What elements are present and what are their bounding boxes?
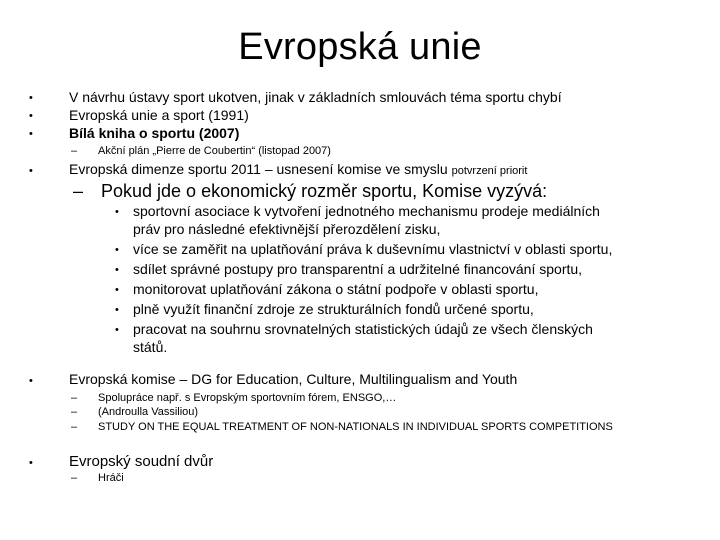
sub-text-vassiliou: (Androulla Vassiliou) — [98, 406, 199, 418]
bullet-icon: • — [29, 375, 33, 387]
bullet-icon: • — [115, 284, 119, 296]
bullet-text-eu-sport: Evropská unie a sport (1991) — [69, 107, 249, 123]
bullet-icon: • — [29, 128, 33, 140]
bullet-icon: • — [29, 110, 33, 122]
bullet-icon: • — [115, 304, 119, 316]
dash-icon: – — [71, 472, 78, 484]
list-item: sportovní asociace k vytvoření jednotného mechanismu prodeje mediálních — [133, 203, 600, 219]
dash-icon: – — [71, 421, 78, 433]
bullet-icon: • — [29, 165, 33, 177]
dash-icon: – — [71, 145, 78, 157]
list-item: pracovat na souhrnu srovnatelných statistických údajů ze všech členských — [133, 321, 593, 337]
bullet-text-bila-kniha: Bílá kniha o sportu (2007) — [69, 125, 240, 141]
bullet-text-evropska-komise: Evropská komise – DG for Education, Culture, Multilingualism and Youth — [69, 371, 518, 387]
list-item: více se zaměřit na uplatňování práva k duševnímu vlastnictví v oblasti sportu, — [133, 241, 613, 257]
sub-text-akcni-plan: Akční plán „Pierre de Coubertin“ (listopad 2007) — [98, 145, 331, 157]
bullet-icon: • — [29, 92, 33, 104]
bullet-icon: • — [29, 457, 33, 469]
dash-icon: – — [71, 392, 78, 404]
sub-text-study: STUDY ON THE EQUAL TREATMENT OF NON-NATIONALS IN INDIVIDUAL SPORTS COMPETITIONS — [98, 421, 613, 433]
list-item-continuation: práv pro následné efektivnější přerozdělení zisku, — [133, 221, 441, 237]
list-item: plně využít finanční zdroje ze strukturálních fondů určené sportu, — [133, 301, 534, 317]
dash-icon: – — [71, 406, 78, 418]
bullet-icon: • — [115, 324, 119, 336]
bullet-text-dimenze — [69, 161, 527, 177]
dimenze-main: Evropská dimenze sportu 2011 – usnesení komise ve smyslu — [69, 161, 448, 177]
bullet-icon: • — [115, 244, 119, 256]
bullet-text-ustava: V návrhu ústavy sport ukotven, jinak v základních smlouvách téma sportu chybí — [69, 89, 562, 105]
slide-title: Evropská unie — [238, 26, 482, 68]
sub-heading-komise-vyzyva: Pokud jde o ekonomický rozměr sportu, Komise vyzývá: — [101, 181, 548, 201]
dimenze-small: potvrzení priorit — [451, 165, 528, 177]
bullet-icon: • — [115, 206, 119, 218]
list-item: monitorovat uplatňování zákona o státní podpoře v oblasti sportu, — [133, 281, 539, 297]
dash-icon: – — [73, 181, 84, 201]
sub-text-spoluprace: Spolupráce např. s Evropským sportovním fórem, ENSGO,… — [98, 392, 397, 404]
list-item-continuation: států. — [133, 339, 168, 355]
list-item: sdílet správné postupy pro transparentní a udržitelné financování sportu, — [133, 261, 583, 277]
bullet-icon: • — [115, 264, 119, 276]
bullet-text-soudni-dvur: Evropský soudní dvůr — [69, 453, 214, 470]
sub-text-hraci: Hráči — [98, 472, 124, 484]
